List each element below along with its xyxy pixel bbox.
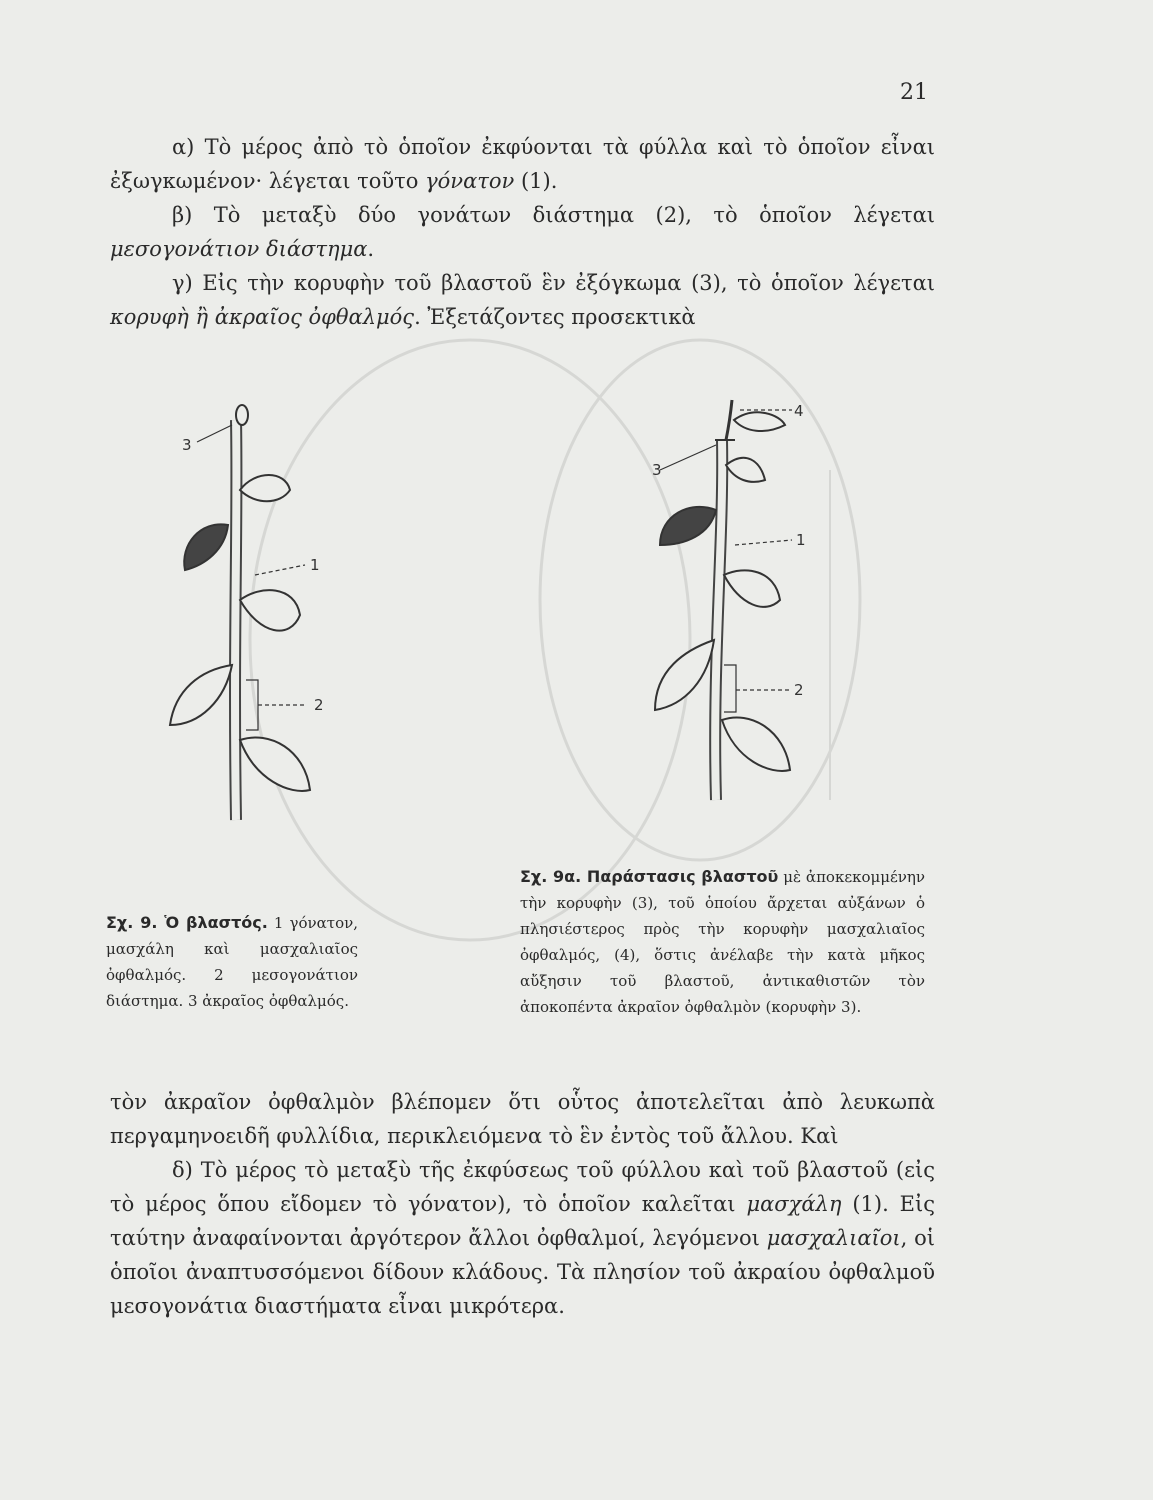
right-label-internode: 2 bbox=[794, 681, 804, 699]
figure-9-caption: Σχ. 9. Ὁ βλαστός. 1 γόνατον, μασχάλη καὶ μασχαλιαῖος ὀφθαλμός. 2 μεσογονάτιον διάστημα. 3 ἀκραῖος ὀφθαλμός. bbox=[106, 913, 358, 1010]
left-label-bud: 3 bbox=[182, 436, 192, 454]
shoot-illustration-right bbox=[655, 400, 792, 800]
paragraph-beta: β) Τὸ μεταξὺ δύο γονάτων διάστημα (2), τὸ ὁποῖον λέγεται μεσογονάτιον διάστημα. bbox=[110, 203, 935, 261]
paragraph-alpha: α) Τὸ μέρος ἀπὸ τὸ ὁποῖον ἐκφύονται τὰ φύλλα καὶ τὸ ὁποῖον εἶναι ἐξωγκωμένον· λέγεται τοῦτο γόνατον (1). bbox=[110, 135, 935, 193]
paragraph-delta: δ) Τὸ μέρος τὸ μεταξὺ τῆς ἐκφύσεως τοῦ φύλλου καὶ τοῦ βλαστοῦ (εἰς τὸ μέρος ὅπου εἴδομεν τὸ γόνατον), τὸ ὁποῖον καλεῖται μασχάλη (1). Εἰς ταύτην ἀναφαίνονται ἀργότερον ἄλλοι ὀφθαλμοί, λεγόμενοι μασχαλιαῖοι, οἱ ὁποῖοι ἀναπτυσσόμενοι δίδουν κλάδους. Τὰ πλησίον τοῦ ἀκραίου ὀφθαλμοῦ μεσογονάτια διαστήματα εἶναι μικρότερα. bbox=[110, 1158, 936, 1318]
left-label-internode: 2 bbox=[314, 696, 324, 714]
continuation-paragraph: τὸν ἀκραῖον ὀφθαλμὸν βλέπομεν ὅτι οὗτος ἀποτελεῖται ἀπὸ λευκωπὰ περγαμηνοειδῆ φυλλίδια, περικλειόμενα τὸ ἓν ἐντὸς τοῦ ἄλλου. Καὶ bbox=[110, 1090, 935, 1148]
right-label-axillary: 4 bbox=[794, 402, 804, 420]
right-label-node: 1 bbox=[796, 531, 806, 549]
shoot-illustration-left bbox=[170, 405, 310, 820]
figure-9a-caption: Σχ. 9α. Παράστασις βλαστοῦ μὲ ἀποκεκομμένην τὴν κορυφὴν (3), τοῦ ὁποίου ἄρχεται αὐξάνων ὁ πλησιέστερος πρὸς τὴν κορυφὴν μασχαλιαῖος ὀφθαλμός, (4), ὅστις ἀνέλαβε τὴν κατὰ μῆκος αὔξησιν τοῦ βλαστοῦ, ἀντικαθιστῶν τὸν ἀποκοπέντα ἀκραῖον ὀφθαλμὸν (κορυφὴν 3). bbox=[520, 867, 925, 1016]
paragraph-gamma: γ) Εἰς τὴν κορυφὴν τοῦ βλαστοῦ ἓν ἐξόγκωμα (3), τὸ ὁποῖον λέγεται κορυφὴ ἢ ἀκραῖος ὀφθαλμός. Ἐξετάζοντες προσεκτικὰ bbox=[110, 271, 935, 329]
bottom-text-block bbox=[110, 1085, 935, 1323]
left-label-node: 1 bbox=[310, 556, 320, 574]
right-label-bud: 3 bbox=[652, 461, 662, 479]
page-number: 21 bbox=[900, 80, 928, 105]
